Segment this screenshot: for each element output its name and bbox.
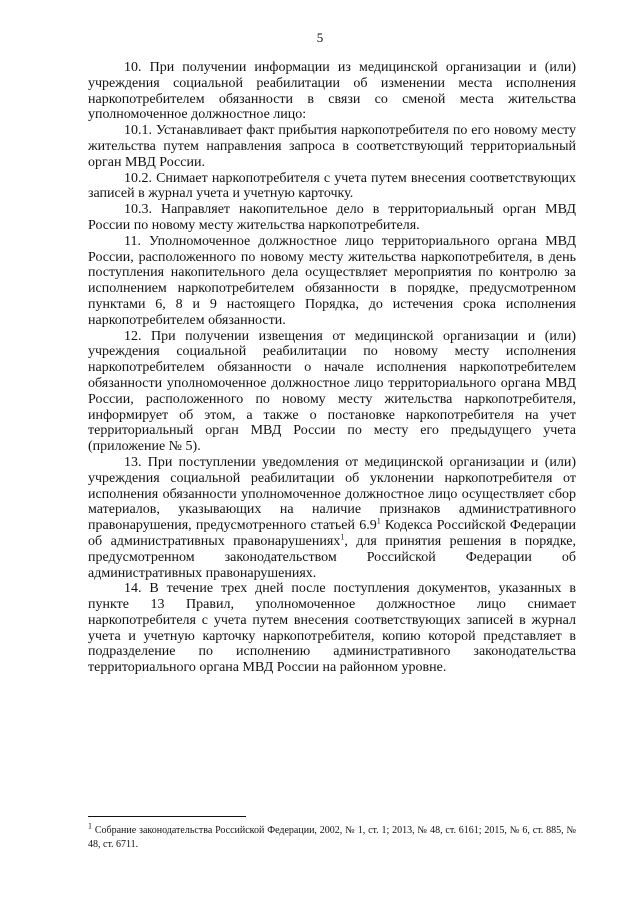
footnote-divider <box>88 816 246 817</box>
paragraph-12: 12. При получении извещения от медицинской организации и (или) учреждения социальной реабилитации по новому месту исполнения наркопотребителем обязанности о начале исполнения наркопотребителем обязанности уполномоченное должностное лицо территориального органа МВД России, расположенного по новому месту жительства наркопотребителя, информирует об этом, а также о постановке наркопотребителя на учет территориальный орган МВД России по месту его предыдущего учета (приложение № 5). <box>88 328 576 455</box>
footnote-text: Собрание законодательства Российской Федерации, 2002, № 1, ст. 1; 2013, № 48, ст. 6161; 2015, № 6, ст. 885, № 48, ст. 6711. <box>88 825 576 850</box>
footnote-ref-a: 1 <box>376 516 381 526</box>
footnote-marker: 1 <box>88 821 92 831</box>
paragraph-13-text-a: 13. При поступлении уведомления от медицинской организации и (или) учреждения социальной реабилитации об уклонении наркопотребителя от исполнения обязанности уполномоченное должностное лицо осуществляет сбор материалов, указывающих на наличие признаков административного правонарушения, предусмотренного статьей 6.9 <box>88 454 576 534</box>
paragraph-14: 14. В течение трех дней после поступления документов, указанных в пункте 13 Правил, уполномоченное должностное лицо снимает наркопотребителя с учета путем внесения соответствующих записей в журнал учета и учетную карточку наркопотребителя, копию которой представляет в подразделение по исполнению административного законодательства территориального органа МВД России на районном уровне. <box>88 581 576 676</box>
footnote <box>88 821 576 852</box>
paragraph-10-3: 10.3. Направляет накопительное дело в территориальный орган МВД России по новому месту жительства наркопотребителя. <box>88 202 576 233</box>
paragraph-11: 11. Уполномоченное должностное лицо территориального органа МВД России, расположенного по новому месту жительства наркопотребителя, в день поступления накопительного дела осуществляет мероприятия по контролю за исполнением наркопотребителем обязанности в порядке, предусмотренном пунктами 6, 8 и 9 настоящего Порядка, до истечения срока исполнения наркопотребителем обязанности. <box>88 233 576 328</box>
footnote-ref-b: 1 <box>340 532 345 542</box>
paragraph-10: 10. При получении информации из медицинской организации и (или) учреждения социальной реабилитации об изменении места исполнения наркопотребителем обязанности в связи со сменой места жительства уполномоченное должностное лицо: <box>88 60 576 123</box>
paragraph-10-2: 10.2. Снимает наркопотребителя с учета путем внесения соответствующих записей в журнал учета и учетную карточку. <box>88 170 576 202</box>
page-number: 5 <box>316 30 324 45</box>
paragraph-13-text-c: , для принятия решения в порядке, предусмотренном законодательством Российской Федерации об административных правонарушениях. <box>88 533 576 581</box>
document-body <box>88 60 576 676</box>
paragraph-13 <box>88 455 576 581</box>
paragraph-13-text-b: Кодекса Российской Федерации об административных правонарушениях <box>88 518 576 549</box>
paragraph-10-1: 10.1. Устанавливает факт прибытия наркопотребителя по его новому месту жительства путем направления запроса в соответствующий территориальный орган МВД России. <box>88 123 576 170</box>
